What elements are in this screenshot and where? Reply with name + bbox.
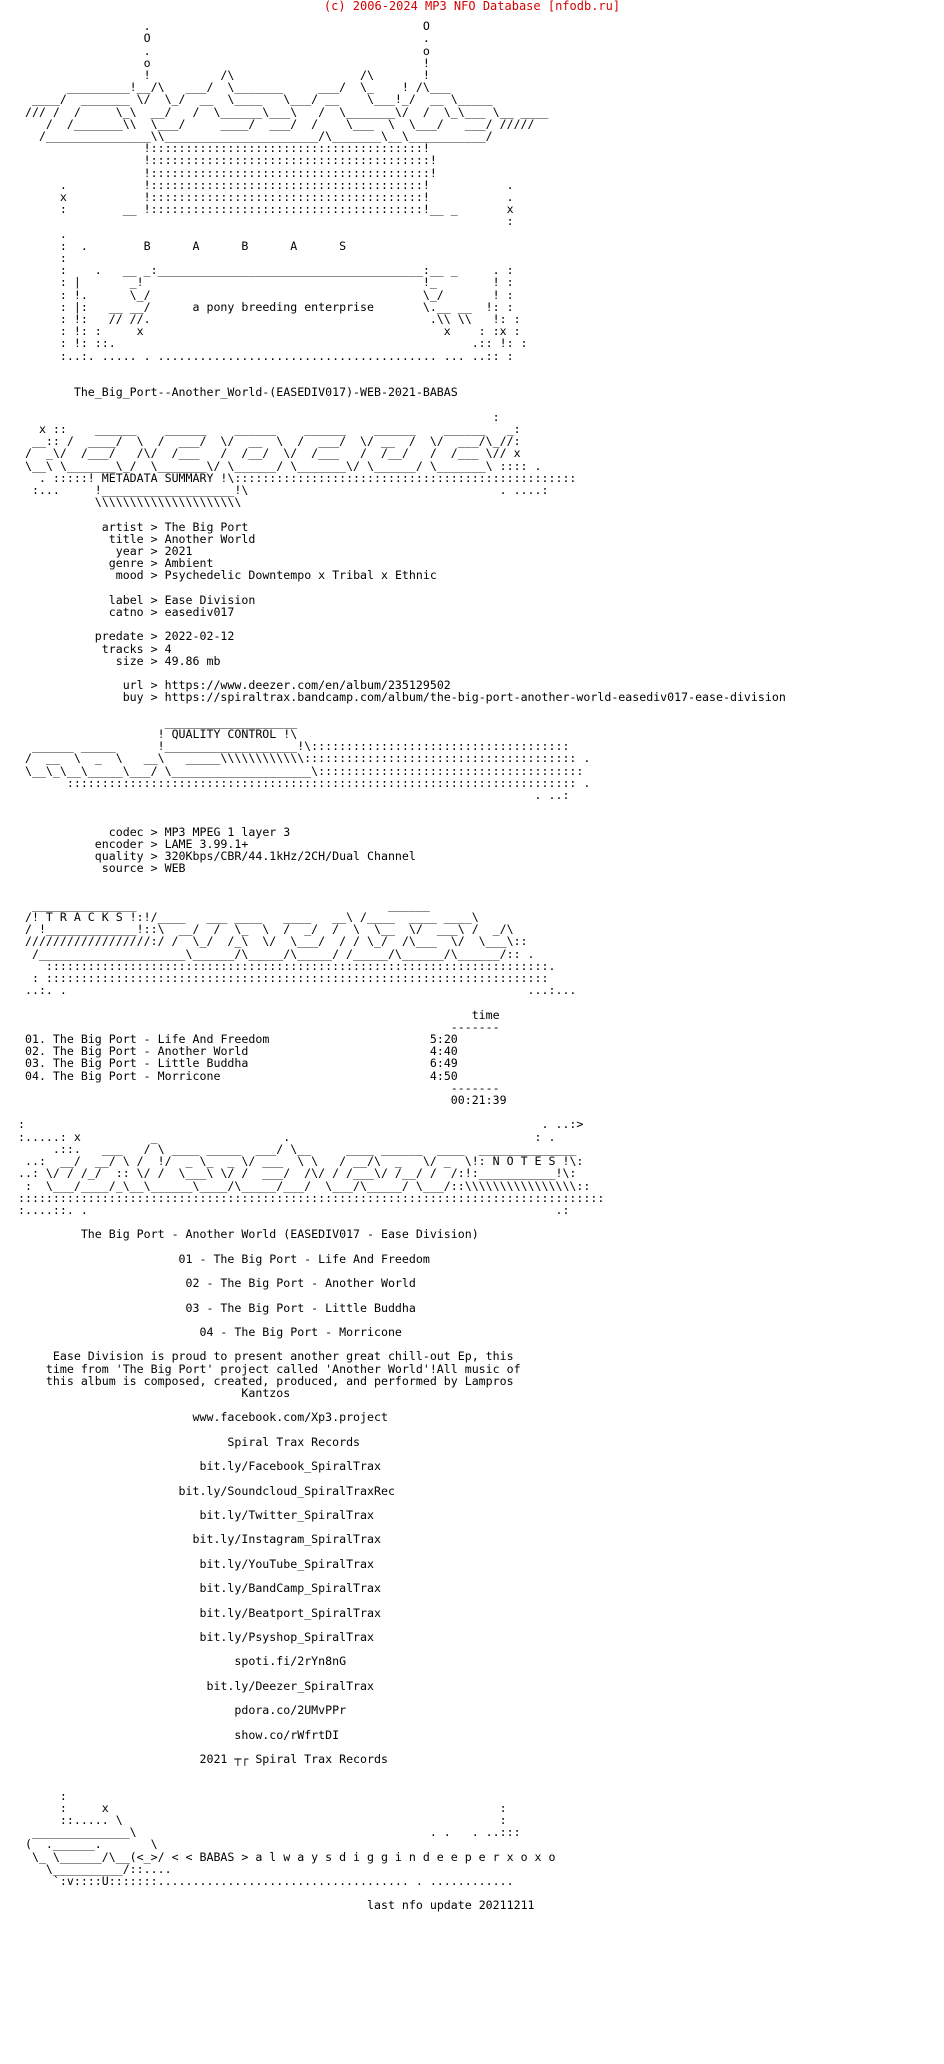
track-row-2: 02. The Big Port - Another World 4:40 [24, 1044, 458, 1059]
notes-line-3: 03 - The Big Port - Little Buddha [185, 1300, 416, 1315]
notes-link-spotify[interactable]: spoti.fi/2rYn8nG [234, 1654, 347, 1669]
notes-link-facebook-xp3[interactable]: www.facebook.com/Xp3.project [192, 1410, 388, 1425]
notes-link-psyshop[interactable]: bit.ly/Psyshop_SpiralTrax [199, 1630, 374, 1645]
meta-row-9: predate > 2022-02-12 [94, 629, 235, 644]
meta-row-6: label > Ease Division [108, 592, 256, 607]
section-notes-title: N O T E S [492, 1154, 556, 1169]
metadata-banner: : x :: ______ ______ ______ ______ ______ ______ _: __:: / ____/ \ / ___/ \/ __ \ / ___/ \/ __ / \/ ___/\_//: / _\/ /___/ /\/ /___ / /__/ \/ /___ / /__/ / /___ \// x \__\ \_______\_/ \_______\/ \______/ \_______\/ \______/ \_______\ :::: . . :::::! METADATA SUMMARY !\::::::::::::::::::::::::::::::::::::::::::::::::: :... !___________________!\ . ....: \\\\\\\\\\\\\\\\\\\\\ [24, 409, 577, 510]
notes-link-instagram[interactable]: bit.ly/Instagram_SpiralTrax [192, 1532, 381, 1547]
notes-link-show[interactable]: show.co/rWfrtDI [234, 1727, 340, 1742]
meta-row-13[interactable]: url > https://www.deezer.com/en/album/235129502 [122, 678, 451, 693]
notes-link-soundcloud[interactable]: bit.ly/Soundcloud_SpiralTraxRec [178, 1483, 395, 1498]
meta-row-1: title > Another World [108, 531, 256, 546]
footer-art: : : x : ::..... \ : ______________\ . . . ..::: ( .______. \ \_ \______/\__(<_>/ [24, 1788, 521, 1864]
track-row-3: 03. The Big Port - Little Buddha 6:49 [24, 1056, 458, 1071]
section-tracks-title: T R A C K S [45, 910, 123, 925]
notes-line-7: this album is composed, created, produced, and performed by Lampros [45, 1373, 514, 1388]
quality-row-2: quality > 320Kbps/CBR/44.1kHz/2CH/Dual Channel [94, 849, 416, 864]
meta-row-7: catno > easediv017 [108, 604, 235, 619]
quality-banner: ___________________ ! QUALITY CONTROL !\ ______ _____ !___________________!\::::::::::::::::::::::::::::::::::::: / __ \ _ \ __\ _____\\\\\\\\\\\\::::::::::::::::::::::::::::::::::::::: . \__\_\__\_____\___/ \____________________\:::::::::::::::::::::::::::::::::::::: ::::::::::::::::::::::::::::::::::::::::::::::::::::::::::::::::::::::::: . . ..: [24, 714, 591, 802]
notes-link-deezer[interactable]: bit.ly/Deezer_SpiralTrax [206, 1678, 374, 1693]
notes-line-4: 04 - The Big Port - Morricone [199, 1324, 402, 1339]
notes-line-5: Ease Division is proud to present another great chill-out Ep, this [52, 1349, 514, 1364]
last-update: last nfo update 20211211 [367, 1898, 535, 1913]
notes-link-bandcamp[interactable]: bit.ly/BandCamp_SpiralTrax [199, 1581, 381, 1596]
notes-banner: : . ..:> :.....: x _ . : . .::. ___ / \ ____ _____ ___/ \__ ____ ______ ____ ______________ ..: __/ __/ \ / !/ _ \_ _ \/ ___ \ \ / __/\ _ \/ _ \!: N O T E S !\: ..: \/ / /_/ :: \/ / \___\ \/ / ___/ /\/ / /___\/ /__/ / /:!:___________!\: : \___/____/_\__\______\____/\_____/___/ \___/\_____/ \___/::\\\\\\\\\\\\\\\\:: :::::::::::::::::::::::::::::::::::::::::::::::::::::::::::::::::::::::::::::::::::: :....::. . .: [18, 1117, 605, 1217]
total-rule: ------- [450, 1080, 500, 1095]
notes-link-twitter[interactable]: bit.ly/Twitter_SpiralTrax [199, 1507, 374, 1522]
quality-row-3: source > WEB [101, 861, 186, 876]
meta-row-11: size > 49.86 mb [115, 653, 221, 668]
track-row-4: 04. The Big Port - Morricone 4:50 [24, 1068, 458, 1083]
notes-line-1: 01 - The Big Port - Life And Freedom [178, 1251, 430, 1266]
copyright-header: (c) 2006-2024 MP3 NFO Database [nfodb.ru] [323, 0, 621, 13]
bandcamp-link[interactable]: https://spiraltrax.bandcamp.com/album/the-big-port-another-world-easediv017-ease-division [164, 690, 786, 705]
section-quality-title: QUALITY CONTROL [171, 726, 277, 741]
section-metadata-title: METADATA SUMMARY [101, 470, 214, 485]
quality-row-0: codec > MP3 MPEG 1 layer 3 [108, 824, 291, 839]
notes-line-2: 02 - The Big Port - Another World [185, 1276, 416, 1291]
meta-row-14[interactable]: buy > https://spiraltrax.bandcamp.com/album/the-big-port-another-world-easediv017-ease-division [122, 690, 786, 705]
meta-row-10: tracks > 4 [101, 641, 172, 656]
notes-line-8: Kantzos [241, 1385, 291, 1400]
deezer-link[interactable]: https://www.deezer.com/en/album/235129502 [164, 678, 451, 693]
nfo-document: . O O . . o o ! ! /\ /\ ! _________!__/\ ___/ \_______ ___/ \_ ! /\___ ____/ _______ \/ \_/ __ \____ \___/ __ \___!_/ __ \_____ /// / / \_\ __/ / \______\___\ / \_______\/ / \_\___ \__ ____ / /_______\\ \___/ ____/ ___/ / \___ \ \___/ ___/ ///// /_______________\\______________________/\_______\__\___________/ !:::::::::::::::::::::::::::::::::::::::! !::::::::::::::::::::::::::::::::::::::::! !::::::::::::::::::::::::::::::::::::::::! . !:::::::::::::::::::::::::::::::::::::::! . x !:::::::::::::::::::::::::::::::::::::::! . : __ !:::::::::::::::::::::::::::::::::::::::!__ _ x : . : . B A B A S : : . __ _:______________________________________:__ _ . : : | _! !_ ! : : !. \_/ \_/ ! : : |: __ __/ a pony breeding enterprise \.__ __ !: : : !: // //. .\\ \\ !: : : !: : x x : :x : : !: ::. .:: !: : :..:. ..... . ........................................ ... ..:: : The_Big_Port--Another_World-(EASEDIV017)-WEB-2021-BABAS : x :: ______ ______ ______ ______ ______ ______ _: __:: / ____/ \ / ___/ \/ __ \ / ___/ \/ __ / \/ ___/\_//: / _\/ /___/ /\/ /___ / /__/ \/ /___ / /__/ / /___ \// x \__\ \_______\_/ \_______\/ \______/ \_______\/ \______/ \_______\ :::: . . :::::! METADATA SUMMARY !\::::::::::::::::::::::::::::::::::::::::::::::::: :... !___________________!\ . ....: \\\\\\\\\\\\\\\\\\\\\ artist > The Big Port title > Another World year > 2021 genre > Ambient mood > Psychedelic Downtempo x Tribal x Ethnic label > Ease Division catno > easediv017 predate > 2022-02-12 tracks > 4 size > 49.86 mb url > https://www.deezer.com/en/album/235129502 buy > https://spiraltrax.bandcamp.com/album/the-big-port-another-world-easediv017-ease-division ___________________ ! QUALITY CONTROL !\ ______ _____ !___________________!\::::::::::::::::::::::::::::::::::::: / __ \ _ \ __\ _____\\\\\\\\\\\\::::::::::::::::::::::::::::::::::::::: . \__\_\__\_____\___/ \____________________\:::::::::::::::::::::::::::::::::::::: ::::::::::::::::::::::::::::::::::::::::::::::::::::::::::::::::::::::::: . . ..: codec > MP3 MPEG 1 layer 3 encoder > LAME 3.99.1+ quality > 320Kbps/CBR/44.1kHz/2CH/Dual Channel source > WEB _______________ ______ /! T R A C K S !:!/____ ___ ____ ____ __\ /____ ____ ____\ / !_____________!::\ __/ / \_ \ / _/ / \ \__ \/ ___\ / _/\ //////////////////:/ / \_/ /_\ \/ \___/ / / \_/ /\___ \/ \___\:: /_____________________\______/\_____/\_____/ /_____/\______/\______/:: . ::::::::::::::::::::::::::::::::::::::::::::::::::::::::::::::::::::::::. : :::::::::::::::::::::::::::::::::::::::::::::::::::::::::::::::::::::::: ..:. . ...:... time ------- 01. The Big Port - Life And Freedom 5:20 02. The Big Port - Another World 4:40 03. The Big Port - Little Buddha 6:49 04. The Big Port - Morricone 4:50 ------- 00:21:39 : . ..:> :.....: x _ . : . .::. ___ / \ ____ _____ ___/ \__ ____ ______ ____ ______________ ..: __/ __/ \ / !/ _ \_ _ \/ ___ \ \ / __/\ _ \/ _ \!: N O T E S !\: ..: \/ / /_/ :: \/ / \___\ \/ / ___/ /\/ / /___\/ /__/ / /:!:___________!\: : \___/____/_\__\______\____/\_____/___/ \___/\_____/ \___/::\\\\\\\\\\\\\\\\:: :::::::::::::::::::::::::::::::::::::::::::::::::::::::::::::::::::::::::::::::::::: :....::. . .: The Big Port - Another World (EASEDIV017 - Ease Division) 01 - The Big Port - Life And Freedom 02 - The Big Port - Another World 03 - The Big Port - Little Buddha 04 - The Big Port - Morricone Ease Division is proud to present another great chill-out Ep, this time from 'The Big Port' project called 'Another World'!All music of this album is composed, created, produced, and performed by Lampros Kantzos www.facebook.com/Xp3.project Spiral Trax Records bit.ly/Facebook_SpiralTrax bit.ly/Soundcloud_SpiralTraxRec bit.ly/Twitter_SpiralTrax bit.ly/Instagram_SpiralTrax bit.ly/YouTube_SpiralTrax bit.ly/BandCamp_SpiralTrax bit.ly/Beatport_SpiralTrax bit.ly/Psyshop_SpiralTrax spoti.fi/2rYn8nG bit.ly/Deezer_SpiralTrax pdora.co/2UMvPPr show.co/rWfrtDI 2021 ┬┌ Spiral Trax Records : : x : ::..... \ : ______________\ . . . ..::: ( .______. \ \_ \______/\__(<_>/ < < BABAS > a l w a y s d i g g i n d e e p e r x o x o \__________/::.... `:v::::U:::::::.................................... . ............ last nfo update 20211211 [18, 19, 786, 1913]
meta-row-0: artist > The Big Port [101, 519, 249, 534]
notes-link-pandora[interactable]: pdora.co/2UMvPPr [234, 1703, 347, 1718]
notes-line-label: Spiral Trax Records [227, 1434, 361, 1449]
time-rule: ------- [450, 1019, 500, 1034]
tracks-banner: _______________ ______ /! T R A C K S !:!/____ ___ ____ ____ __\ /____ ____ ____\ / !_____________!::\ __/ / \_ \ / _/ / \ \__ \/ ___\ / _/\ //////////////////:/ / \_/ /_\ \/ \___/ / / \_/ /\___ \/ \___\:: /_____________________\______/\_____/\_____/ /_____/\______/\______/:: . ::::::::::::::::::::::::::::::::::::::::::::::::::::::::::::::::::::::::. : :::::::::::::::::::::::::::::::::::::::::::::::::::::::::::::::::::::::: ..:. . ...:... [24, 897, 577, 998]
meta-row-3: genre > Ambient [108, 556, 214, 571]
release-name: The_Big_Port--Another_World-(EASEDIV017)-WEB-2021-BABAS [73, 385, 458, 400]
notes-link-beatport[interactable]: bit.ly/Beatport_SpiralTrax [199, 1605, 381, 1620]
logo-tagline: a pony breeding enterprise [192, 299, 374, 314]
time-header: time [471, 1007, 500, 1022]
track-row-1: 01. The Big Port - Life And Freedom 5:20 [24, 1032, 458, 1047]
meta-row-4: mood > Psychedelic Downtempo x Tribal x Ethnic [115, 568, 437, 583]
logo-ascii-art: . O O . . o o ! ! /\ /\ ! _________!__/\ ___/ \_______ ___/ \_ ! /\___ ____/ _______ \/ \_/ __ \____ \___/ __ \___!_/ __ \_____ /// / / \_\ __/ / \______\___\ / \_______\/ / \_\___ \__ ____ / /_______\\ \___/ ____/ ___/ / \___ \ \___/ ___/ ///// /_______________\\______________________/\_______\__\___________/ !:::::::::::::::::::::::::::::::::::::::! !::::::::::::::::::::::::::::::::::::::::! !::::::::::::::::::::::::::::::::::::::::! . !:::::::::::::::::::::::::::::::::::::::! . x !:::::::::::::::::::::::::::::::::::::::! . : __ !:::::::::::::::::::::::::::::::::::::::!__ _ x : . : . B A B A S : : . __ _:______________________________________:__ _ . : : | _! !_ ! : : !. \_/ \_/ ! : : |: __ __/ a pony breeding enterprise \.__ __ !: : : !: // //. .\\ \\ !: : : !: : x x : :x : : !: ::. .:: !: : :..:. ..... . ........................................ ... ..:: : [24, 19, 549, 363]
meta-row-2: year > 2021 [115, 543, 193, 558]
logo-letters: B A B A S [143, 238, 347, 253]
total-time: 00:21:39 [450, 1093, 507, 1108]
notes-line-0: The Big Port - Another World (EASEDIV017 - Ease Division) [80, 1227, 479, 1242]
quality-row-1: encoder > LAME 3.99.1+ [94, 836, 249, 851]
notes-line-copyright: 2021 ┬┌ Spiral Trax Records [199, 1752, 388, 1767]
notes-link-youtube[interactable]: bit.ly/YouTube_SpiralTrax [199, 1556, 374, 1571]
notes-line-6: time from 'The Big Port' project called 'Another World'!All music of [45, 1361, 521, 1376]
notes-link-facebook[interactable]: bit.ly/Facebook_SpiralTrax [199, 1459, 381, 1474]
footer-motto: < < BABAS > a l w a y s d i g g i n d e e p e r x o x o [171, 1849, 556, 1864]
